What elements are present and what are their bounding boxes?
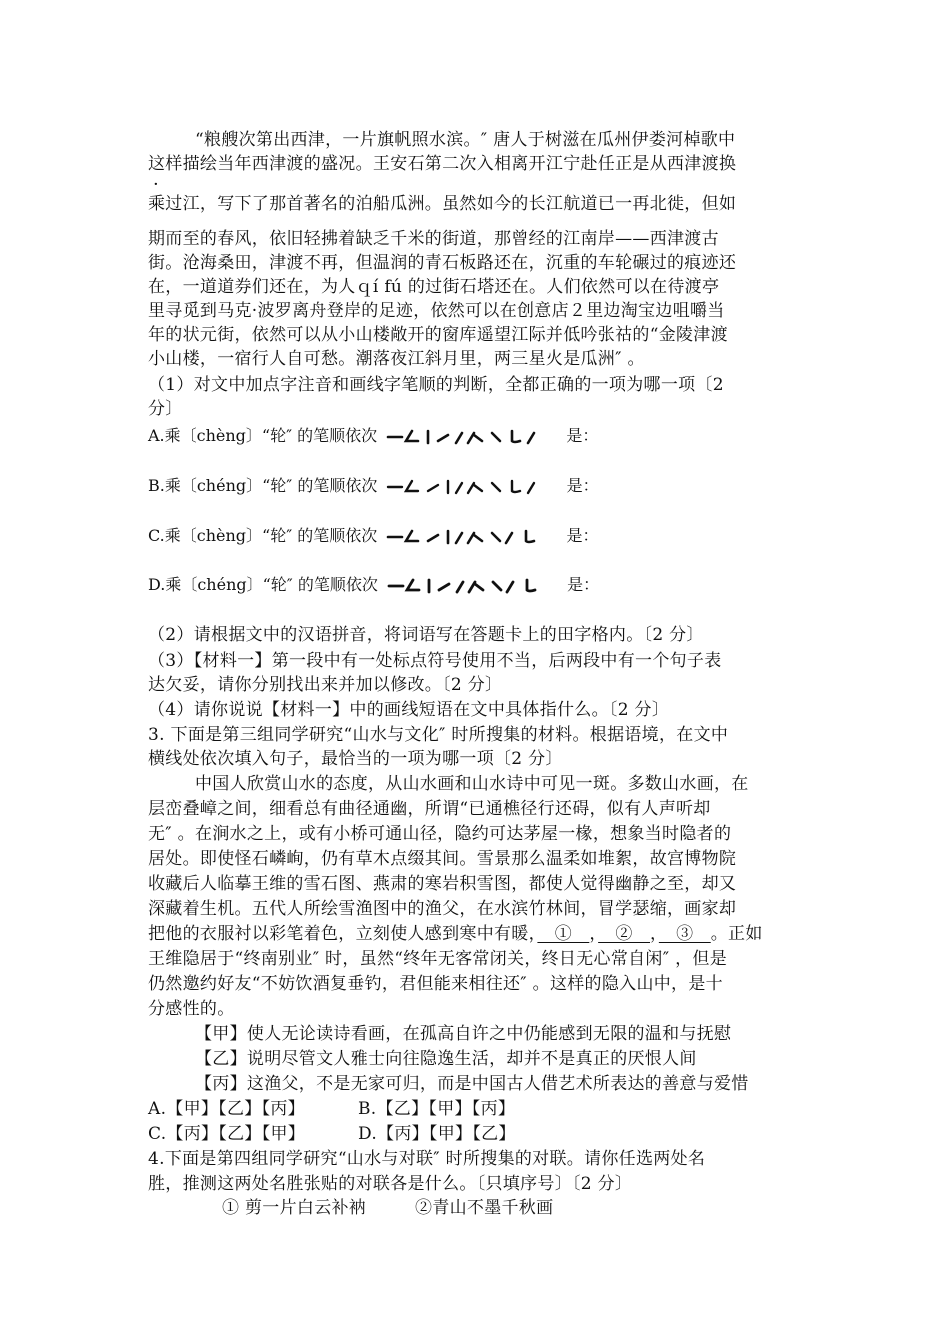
passage-line: 层峦叠嶂之间，细看总有曲径通幽，所谓“已通樵径行还碍，似有人声听却 xyxy=(148,799,711,819)
stroke-order-image xyxy=(384,477,559,497)
sentence-yi: 【乙】说明尽管文人雅士向往隐逸生活，却并不是真正的厌恨人间 xyxy=(195,1049,697,1069)
option-suffix: 是： xyxy=(567,575,600,594)
passage-line: 年的状元街，依然可以从小山楼敞开的窗库遥望江际并低吟张祜的“金陵津渡 xyxy=(148,325,728,345)
passage-line: 居处。即使怪石嶙峋，仍有草木点缀其间。雪景那么温柔如堆絮，故宫博物院 xyxy=(148,849,737,869)
option-prefix: D.乘〔chéng〕“轮″ 的笔顺依次 xyxy=(148,575,378,594)
option-suffix: 是： xyxy=(566,526,599,545)
option-c xyxy=(148,524,599,548)
question-2: （2）请根据文中的汉语拼音，将词语写在答题卡上的田字格内。〔2 分〕 xyxy=(148,625,704,645)
couplet-2: ②青山不墨千秋画 xyxy=(415,1198,554,1218)
passage-line: 中国人欣赏山水的态度，从山水画和山水诗中可见一斑。多数山水画，在 xyxy=(195,774,749,794)
passage-line: 小山楼，一宿行人自可愁。潮落夜江斜月里，两三星火是瓜洲″ 。 xyxy=(148,349,645,369)
option-prefix: A.乘〔chèng〕“轮″ 的笔顺依次 xyxy=(148,426,378,445)
option-d: D.【丙】【甲】【乙】 xyxy=(358,1124,516,1144)
option-a: A.【甲】【乙】【丙】 xyxy=(148,1099,305,1119)
question-stem: （1）对文中加点字注音和画线字笔顺的判断，全都正确的一项为哪一项〔2 xyxy=(148,375,724,395)
option-b: B.【乙】【甲】【丙】 xyxy=(358,1099,516,1119)
option-a xyxy=(148,424,598,448)
passage-line: 在，一道道券们还在，为人ｑí fú 的过街石塔还在。人们依然可以在待渡亭 xyxy=(148,277,720,297)
passage-line: 把他的衣服衬以彩笔着色，立刻使人感到寒中有暖， ① ， ② ， ③ 。正如 xyxy=(148,924,763,944)
passage-text: 。正如 xyxy=(710,924,763,944)
option-b xyxy=(148,474,599,498)
question-3-line: （3）【材料一】第一段中有一处标点符号使用不当，后两段中有一个句子表 xyxy=(148,651,722,671)
question-stem: 分〕 xyxy=(148,399,183,419)
option-prefix: C.乘〔chèng〕“轮″ 的笔顺依次 xyxy=(148,526,378,545)
sentence-bing: 【丙】这渔父，不是无家可归，而是中国古人借艺术所表达的善意与爱惜 xyxy=(195,1074,749,1094)
passage-line: 深藏着生机。五代人所绘雪渔图中的渔父，在水滨竹林间，冒学瑟缩，画家却 xyxy=(148,899,737,919)
passage-line: 仍然邀约好友“不妨饮酒复垂钓，君但能来相往还″ 。这样的隐入山中，是十 xyxy=(148,974,723,994)
option-d xyxy=(148,573,599,597)
stroke-order-image xyxy=(384,527,559,547)
passage-line: 乘过江，写下了那首著名的泊船瓜洲。虽然如今的长江航道已一再北徙，但如 xyxy=(148,194,737,214)
section-4-stem: 胜，推测这两处名胜张贴的对联各是什么。〔只填序号〕〔2 分〕 xyxy=(148,1174,633,1194)
passage-text: 把他的衣服衬以彩笔着色，立刻使人感到寒中有暖， xyxy=(148,924,538,944)
stroke-order-image xyxy=(385,576,560,596)
option-c: C.【丙】【乙】【甲】 xyxy=(148,1124,306,1144)
section-3-stem: 横线处依次填入句子，最恰当的一项为哪一项〔2 分〕 xyxy=(148,749,563,769)
passage-line: 街。沧海桑田，津渡不再，但温润的青石板路还在，沉重的车轮碾过的痕迹还 xyxy=(148,253,737,273)
passage-line: 王维隐居于“终南别业″ 时，虽然“终年无客常闭关，终日无心常自闲″ ，但是 xyxy=(148,949,727,969)
blank-2: ② xyxy=(598,924,651,944)
section-4-stem: 4.下面是第四组同学研究“山水与对联″ 时所搜集的对联。请你任选两处名 xyxy=(148,1149,706,1169)
passage-line: 里寻觅到马克·波罗离舟登岸的足迹，依然可以在创意店２里边淘宝边咀嚼当 xyxy=(148,301,725,321)
passage-line: “粮艘次第出西津，一片旗帆照水滨。″ 唐人于树滋在瓜州伊娄河棹歌中 xyxy=(195,130,736,150)
passage-line: 分感性的。 xyxy=(148,999,235,1019)
stroke-order-image xyxy=(384,427,559,447)
section-3-stem: 3. 下面是第三组同学研究“山水与文化″ 时所搜集的材料。根据语境，在文中 xyxy=(148,725,729,745)
option-suffix: 是： xyxy=(566,476,599,495)
option-suffix: 是： xyxy=(566,426,599,445)
blank-1: ① xyxy=(537,924,590,944)
passage-line: 无″ 。在涧水之上，或有小桥可通山径，隐约可达茅屋一椽，想象当时隐者的 xyxy=(148,824,732,844)
emphasis-dot: · xyxy=(153,174,159,195)
blank-3: ③ xyxy=(658,924,711,944)
question-4: （4）请你说说【材料一】中的画线短语在文中具体指什么。〔2 分〕 xyxy=(148,700,670,720)
passage-line: 期而至的春风，依旧轻拂着缺乏千米的街道，那曾经的江南岸——西津渡古 xyxy=(148,229,719,249)
option-prefix: B.乘〔chéng〕“轮″ 的笔顺依次 xyxy=(148,476,378,495)
sentence-jia: 【甲】使人无论读诗看画，在孤高自许之中仍能感到无限的温和与抚慰 xyxy=(195,1024,732,1044)
question-3-line: 达欠妥，请你分别找出来并加以修改。〔2 分〕 xyxy=(148,675,503,695)
couplet-1: ① 剪一片白云补衲 xyxy=(222,1198,367,1218)
passage-line: 这样描绘当年西津渡的盛况。王安石第二次入相离开江宁赴任正是从西津渡换 xyxy=(148,154,737,174)
passage-line: 收藏后人临摹王维的雪石图、燕肃的寒岩积雪图，都使人觉得幽静之至，却又 xyxy=(148,874,737,894)
